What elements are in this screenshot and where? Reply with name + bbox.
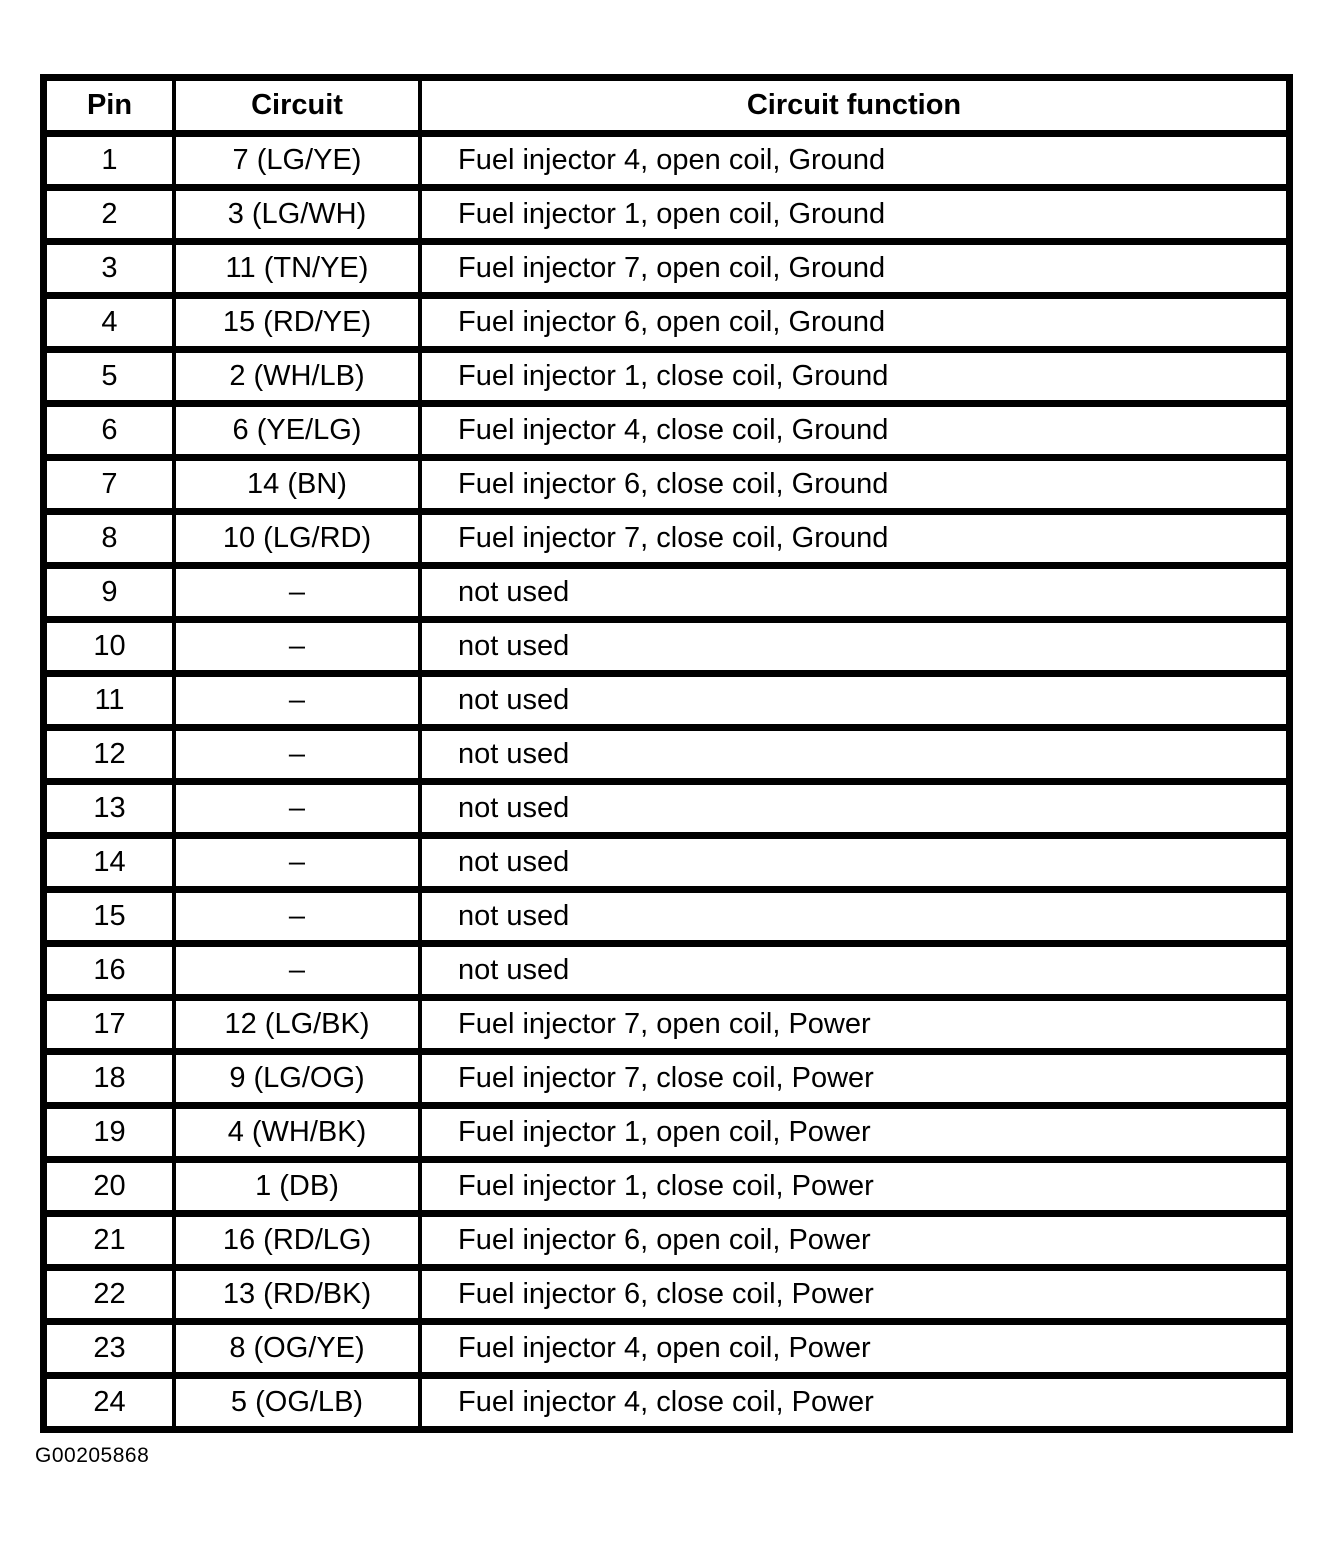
circuit-cell: 1 (DB) [174, 1160, 420, 1214]
function-cell: Fuel injector 1, open coil, Power [420, 1106, 1290, 1160]
table-row [44, 350, 1290, 404]
pin-cell: 1 [44, 134, 175, 188]
function-cell: not used [420, 674, 1290, 728]
function-cell: not used [420, 944, 1290, 998]
function-cell: Fuel injector 7, open coil, Power [420, 998, 1290, 1052]
pin-cell: 18 [44, 1052, 175, 1106]
table-row [44, 188, 1290, 242]
circuit-cell: 6 (YE/LG) [174, 404, 420, 458]
pin-cell: 4 [44, 296, 175, 350]
circuit-cell: – [174, 782, 420, 836]
pin-cell: 17 [44, 998, 175, 1052]
function-cell: Fuel injector 1, close coil, Power [420, 1160, 1290, 1214]
pin-cell: 23 [44, 1322, 175, 1376]
figure-id: G00205868 [35, 1444, 150, 1467]
circuit-cell: 11 (TN/YE) [174, 242, 420, 296]
circuit-cell: 15 (RD/YE) [174, 296, 420, 350]
function-cell: Fuel injector 7, open coil, Ground [420, 242, 1290, 296]
function-cell: not used [420, 890, 1290, 944]
function-cell: Fuel injector 4, open coil, Power [420, 1322, 1290, 1376]
table-row [44, 998, 1290, 1052]
table-row [44, 1052, 1290, 1106]
table-row [44, 134, 1290, 188]
function-cell: Fuel injector 1, close coil, Ground [420, 350, 1290, 404]
table-row [44, 1214, 1290, 1268]
table-row [44, 782, 1290, 836]
circuit-cell: 8 (OG/YE) [174, 1322, 420, 1376]
pin-cell: 12 [44, 728, 175, 782]
connector-pinout-table [40, 74, 1293, 1433]
header-circuit-function: Circuit function [420, 78, 1290, 134]
pin-cell: 21 [44, 1214, 175, 1268]
pin-cell: 10 [44, 620, 175, 674]
pin-cell: 22 [44, 1268, 175, 1322]
function-cell: Fuel injector 4, close coil, Ground [420, 404, 1290, 458]
function-cell: not used [420, 782, 1290, 836]
circuit-cell: 5 (OG/LB) [174, 1376, 420, 1430]
table-row [44, 1268, 1290, 1322]
table-row [44, 836, 1290, 890]
table-row [44, 458, 1290, 512]
pin-cell: 19 [44, 1106, 175, 1160]
pin-cell: 5 [44, 350, 175, 404]
circuit-cell: 4 (WH/BK) [174, 1106, 420, 1160]
function-cell: Fuel injector 6, open coil, Ground [420, 296, 1290, 350]
circuit-cell: 10 (LG/RD) [174, 512, 420, 566]
circuit-cell: 16 (RD/LG) [174, 1214, 420, 1268]
pin-cell: 14 [44, 836, 175, 890]
header-row [44, 78, 1290, 134]
table-row [44, 944, 1290, 998]
function-cell: not used [420, 566, 1290, 620]
table-row [44, 890, 1290, 944]
circuit-cell: – [174, 890, 420, 944]
pin-cell: 2 [44, 188, 175, 242]
table-row [44, 1106, 1290, 1160]
circuit-cell: 2 (WH/LB) [174, 350, 420, 404]
table-row [44, 566, 1290, 620]
function-cell: Fuel injector 4, open coil, Ground [420, 134, 1290, 188]
pin-cell: 7 [44, 458, 175, 512]
circuit-cell: 12 (LG/BK) [174, 998, 420, 1052]
table-row [44, 1322, 1290, 1376]
pin-cell: 6 [44, 404, 175, 458]
function-cell: not used [420, 836, 1290, 890]
function-cell: Fuel injector 6, close coil, Power [420, 1268, 1290, 1322]
pin-cell: 11 [44, 674, 175, 728]
circuit-cell: – [174, 836, 420, 890]
function-cell: Fuel injector 7, close coil, Power [420, 1052, 1290, 1106]
table-row [44, 1160, 1290, 1214]
function-cell: Fuel injector 6, open coil, Power [420, 1214, 1290, 1268]
function-cell: Fuel injector 4, close coil, Power [420, 1376, 1290, 1430]
pin-cell: 15 [44, 890, 175, 944]
circuit-cell: 7 (LG/YE) [174, 134, 420, 188]
function-cell: not used [420, 728, 1290, 782]
table-row [44, 1376, 1290, 1430]
table-row [44, 404, 1290, 458]
circuit-cell: 14 (BN) [174, 458, 420, 512]
pin-cell: 9 [44, 566, 175, 620]
circuit-cell: 3 (LG/WH) [174, 188, 420, 242]
header-circuit: Circuit [174, 78, 420, 134]
circuit-cell: – [174, 944, 420, 998]
circuit-cell: – [174, 728, 420, 782]
pin-cell: 3 [44, 242, 175, 296]
header-pin: Pin [44, 78, 175, 134]
function-cell: Fuel injector 7, close coil, Ground [420, 512, 1290, 566]
table-row [44, 620, 1290, 674]
pin-cell: 16 [44, 944, 175, 998]
table-row [44, 674, 1290, 728]
table-row [44, 728, 1290, 782]
table-row [44, 296, 1290, 350]
pin-cell: 20 [44, 1160, 175, 1214]
table-row [44, 242, 1290, 296]
pin-cell: 13 [44, 782, 175, 836]
table-row [44, 512, 1290, 566]
circuit-cell: – [174, 566, 420, 620]
circuit-cell: 9 (LG/OG) [174, 1052, 420, 1106]
circuit-cell: – [174, 620, 420, 674]
function-cell: not used [420, 620, 1290, 674]
function-cell: Fuel injector 6, close coil, Ground [420, 458, 1290, 512]
circuit-cell: – [174, 674, 420, 728]
pin-cell: 24 [44, 1376, 175, 1430]
function-cell: Fuel injector 1, open coil, Ground [420, 188, 1290, 242]
circuit-cell: 13 (RD/BK) [174, 1268, 420, 1322]
pin-cell: 8 [44, 512, 175, 566]
